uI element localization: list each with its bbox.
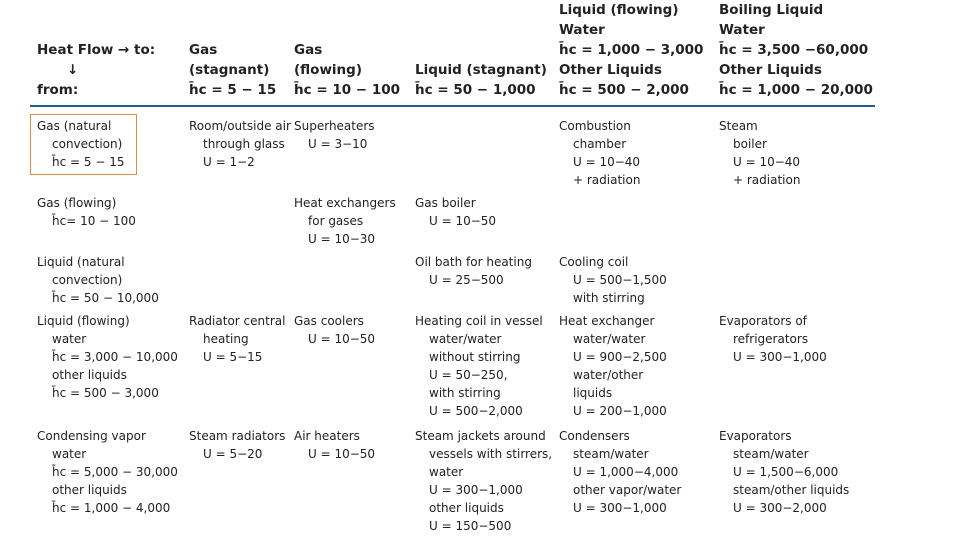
cell-line: Combustion bbox=[559, 119, 631, 133]
cell-line: U = 10−40 bbox=[573, 155, 641, 169]
header-line: h̄c = 50 − 1,000 bbox=[415, 82, 536, 98]
cell-line: Condensing vapor bbox=[37, 429, 146, 443]
header-line: (flowing) bbox=[294, 62, 362, 78]
cell-line: Oil bath for heating bbox=[415, 255, 532, 269]
row-0-gas-flowing bbox=[294, 117, 375, 153]
cell-line: U = 300−1,000 bbox=[733, 350, 827, 364]
cell-line: U = 10−50 bbox=[308, 332, 376, 346]
cell-line: U = 25−500 bbox=[429, 273, 504, 287]
row-3-from bbox=[37, 312, 178, 402]
row-2-from bbox=[37, 253, 159, 307]
header-line: h̄c = 1,000 − 3,000 bbox=[559, 42, 704, 58]
row-1-gas-flowing bbox=[294, 194, 396, 248]
row-4-liquid-flowing bbox=[559, 427, 681, 517]
cell-line: liquids bbox=[573, 386, 613, 400]
header-line: h̄c = 3,500 −60,000 bbox=[719, 42, 869, 58]
row-3-gas-stagnant bbox=[189, 312, 285, 366]
cell-line: water bbox=[52, 332, 87, 346]
header-line: h̄c = 1,000 − 20,000 bbox=[719, 82, 873, 98]
header-heat-flow-from bbox=[37, 40, 155, 100]
header-line: h̄c = 5 − 15 bbox=[189, 82, 277, 98]
header-line: h̄c = 10 − 100 bbox=[294, 82, 401, 98]
row-2-liquid-stagnant bbox=[415, 253, 532, 289]
cell-line: U = 1−2 bbox=[203, 155, 255, 169]
cell-line: Liquid (flowing) bbox=[37, 314, 130, 328]
cell-line: U = 10−30 bbox=[308, 232, 376, 246]
row-3-liquid-flowing bbox=[559, 312, 667, 420]
cell-line: other vapor/water bbox=[573, 483, 682, 497]
cell-line: for gases bbox=[308, 214, 364, 228]
header-line: Boiling Liquid bbox=[719, 2, 824, 18]
row-4-gas-stagnant bbox=[189, 427, 285, 463]
row-4-liquid-stagnant bbox=[415, 427, 552, 535]
cell-line: Heat exchangers bbox=[294, 196, 396, 210]
cell-line: other liquids bbox=[429, 501, 504, 515]
cell-line: h̄c = 5 − 15 bbox=[52, 155, 125, 169]
row-0-gas-stagnant bbox=[189, 117, 291, 171]
cell-line: U = 5−20 bbox=[203, 447, 263, 461]
cell-line: U = 10−50 bbox=[429, 214, 497, 228]
cell-line: + radiation bbox=[573, 173, 641, 187]
row-0-liquid-flowing bbox=[559, 117, 640, 189]
cell-line: Heating coil in vessel bbox=[415, 314, 543, 328]
cell-line: Steam radiators bbox=[189, 429, 286, 443]
cell-line: Condensers bbox=[559, 429, 630, 443]
cell-line: h̄c = 5,000 − 30,000 bbox=[52, 465, 178, 479]
header-line: Water bbox=[559, 22, 605, 38]
cell-line: U = 300−1,000 bbox=[573, 501, 667, 515]
cell-line: U = 300−1,000 bbox=[429, 483, 523, 497]
cell-line: U = 5−15 bbox=[203, 350, 263, 364]
cell-line: U = 3−10 bbox=[308, 137, 368, 151]
cell-line: Heat exchanger bbox=[559, 314, 655, 328]
cell-line: U = 900−2,500 bbox=[573, 350, 667, 364]
cell-line: refrigerators bbox=[733, 332, 809, 346]
row-4-gas-flowing bbox=[294, 427, 375, 463]
header-line: Liquid (flowing) bbox=[559, 2, 679, 18]
cell-line: U = 10−40 bbox=[733, 155, 801, 169]
cell-line: other liquids bbox=[52, 483, 127, 497]
cell-line: through glass bbox=[203, 137, 285, 151]
cell-line: Room/outside air bbox=[189, 119, 291, 133]
cell-line: h̄c= 10 − 100 bbox=[52, 214, 136, 228]
cell-line: U = 1,500−6,000 bbox=[733, 465, 839, 479]
cell-line: U = 150−500 bbox=[429, 519, 512, 533]
row-3-boiling-liquid bbox=[719, 312, 827, 366]
header-line: Heat Flow → to: bbox=[37, 42, 156, 58]
cell-line: without stirring bbox=[429, 350, 521, 364]
cell-line: Cooling coil bbox=[559, 255, 629, 269]
cell-line: Gas coolers bbox=[294, 314, 364, 328]
cell-line: U = 10−50 bbox=[308, 447, 376, 461]
cell-line: + radiation bbox=[733, 173, 801, 187]
header-liquid-stagnant bbox=[415, 60, 547, 100]
header-line: from: bbox=[37, 82, 79, 98]
header-line: Other Liquids bbox=[719, 62, 822, 78]
cell-line: Radiator central bbox=[189, 314, 286, 328]
header-line: (stagnant) bbox=[189, 62, 270, 78]
header-line: Other Liquids bbox=[559, 62, 662, 78]
cell-line: steam/water bbox=[573, 447, 649, 461]
cell-line: vessels with stirrers, bbox=[429, 447, 553, 461]
header-gas-flowing bbox=[294, 40, 400, 100]
header-liquid-flowing bbox=[559, 0, 703, 100]
row-1-liquid-stagnant bbox=[415, 194, 496, 230]
cell-line: U = 500−1,500 bbox=[573, 273, 667, 287]
row-3-liquid-stagnant bbox=[415, 312, 543, 420]
row-0-from bbox=[37, 117, 124, 171]
cell-line: water bbox=[52, 447, 87, 461]
cell-line: U = 300−2,000 bbox=[733, 501, 827, 515]
cell-line: steam/other liquids bbox=[733, 483, 850, 497]
header-line: h̄c = 500 − 2,000 bbox=[559, 82, 689, 98]
cell-line: heating bbox=[203, 332, 249, 346]
cell-line: with stirring bbox=[573, 291, 645, 305]
cell-line: Superheaters bbox=[294, 119, 375, 133]
header-rule bbox=[30, 105, 875, 107]
row-4-boiling-liquid bbox=[719, 427, 849, 517]
cell-line: boiler bbox=[733, 137, 767, 151]
row-3-gas-flowing bbox=[294, 312, 375, 348]
cell-line: Gas (flowing) bbox=[37, 196, 117, 210]
cell-line: water/other bbox=[573, 368, 644, 382]
down-arrow: ↓ bbox=[67, 62, 79, 78]
cell-line: steam/water bbox=[733, 447, 809, 461]
cell-line: U = 500−2,000 bbox=[429, 404, 523, 418]
cell-line: convection) bbox=[52, 273, 123, 287]
cell-line: convection) bbox=[52, 137, 123, 151]
cell-line: Gas (natural bbox=[37, 119, 112, 133]
cell-line: other liquids bbox=[52, 368, 127, 382]
header-boiling-liquid bbox=[719, 0, 873, 100]
row-0-boiling-liquid bbox=[719, 117, 800, 189]
cell-line: U = 200−1,000 bbox=[573, 404, 667, 418]
header-line: Gas bbox=[294, 42, 323, 58]
cell-line: chamber bbox=[573, 137, 627, 151]
cell-line: h̄c = 1,000 − 4,000 bbox=[52, 501, 171, 515]
row-4-from bbox=[37, 427, 178, 517]
cell-line: water bbox=[429, 465, 464, 479]
cell-line: h̄c = 3,000 − 10,000 bbox=[52, 350, 178, 364]
cell-line: U = 50−250, bbox=[429, 368, 508, 382]
cell-line: water/water bbox=[573, 332, 646, 346]
cell-line: Liquid (natural bbox=[37, 255, 125, 269]
cell-line: Gas boiler bbox=[415, 196, 476, 210]
cell-line: Evaporators bbox=[719, 429, 792, 443]
header-line: Liquid (stagnant) bbox=[415, 62, 547, 78]
cell-line: Steam bbox=[719, 119, 758, 133]
header-line: Gas bbox=[189, 42, 218, 58]
cell-line: U = 1,000−4,000 bbox=[573, 465, 679, 479]
cell-line: Evaporators of bbox=[719, 314, 807, 328]
cell-line: water/water bbox=[429, 332, 502, 346]
header-gas-stagnant bbox=[189, 40, 276, 100]
cell-line: Air heaters bbox=[294, 429, 360, 443]
cell-line: h̄c = 50 − 10,000 bbox=[52, 291, 159, 305]
cell-line: Steam jackets around bbox=[415, 429, 546, 443]
cell-line: h̄c = 500 − 3,000 bbox=[52, 386, 159, 400]
row-1-from bbox=[37, 194, 136, 230]
header-line: Water bbox=[719, 22, 765, 38]
row-2-liquid-flowing bbox=[559, 253, 667, 307]
cell-line: with stirring bbox=[429, 386, 501, 400]
